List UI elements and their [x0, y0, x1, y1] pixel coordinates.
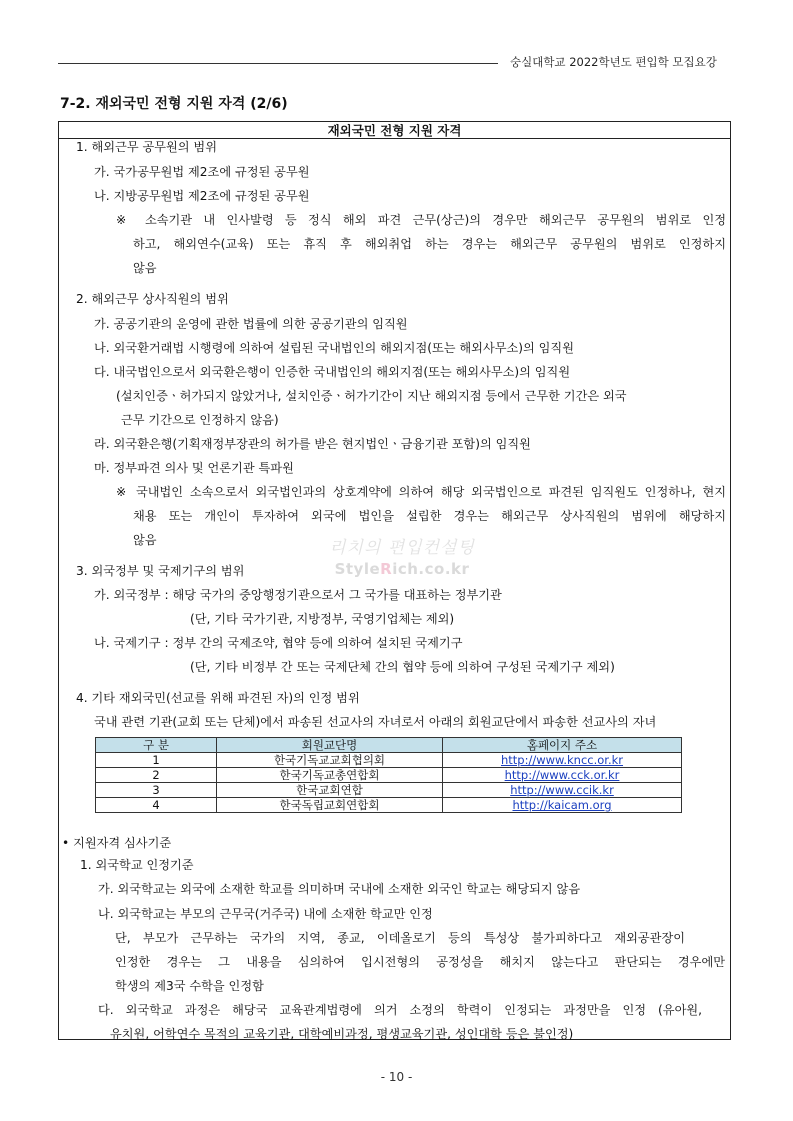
note-officials-2: 하고, 해외연수(교육) 또는 휴직 후 해외취업 하는 경우는 해외근무 공무원의 범위로 인정하지	[133, 237, 726, 251]
row-number: 1	[96, 753, 217, 768]
header-rule	[58, 63, 498, 64]
item-school-course-2: 유치원, 어학연수 목적의 교육기관, 대학예비과정, 평생교육기관, 성인대학 등은 불인정)	[110, 1027, 574, 1041]
table-header-row	[96, 738, 682, 753]
page-number: - 10 -	[380, 1070, 413, 1084]
watermark-brand-a: Style	[334, 560, 381, 578]
item-international-org: 나. 국제기구 : 정부 간의 국제조약, 협약 등에 의하여 설치된 국제기구	[94, 636, 463, 650]
row-homepage-link[interactable]: http://www.cck.or.kr	[443, 768, 682, 783]
col-header-denomination: 회원교단명	[217, 738, 443, 753]
note-officials-1: ※ 소속기관 내 인사발령 등 정식 해외 파견 근무(상근)의 경우만 해외근무 공무원의 범위로 인정	[116, 213, 726, 227]
row-number: 2	[96, 768, 217, 783]
row-denomination: 한국기독교총연합회	[217, 768, 443, 783]
item-domestic-corporation: 다. 내국법인으로서 외국환은행이 인증한 국내법인의 해외지점(또는 해외사무소)의 임직원	[94, 365, 571, 379]
item-doctors-correspondents: 마. 정부파견 의사 및 언론기관 특파원	[94, 461, 294, 475]
note-employees-1: ※ 국내법인 소속으로서 외국법인과의 상호계약에 의하여 해당 외국법인으로 파견된 임직원도 인정하나, 현지	[116, 485, 726, 499]
row-homepage-link[interactable]: http://www.ccik.kr	[443, 783, 682, 798]
heading-screening-criteria: • 지원자격 심사기준	[62, 836, 172, 850]
row-number: 4	[96, 798, 217, 813]
col-header-homepage: 홈페이지 주소	[443, 738, 682, 753]
item-missionary-children: 국내 관련 기관(교회 또는 단체)에서 파송된 선교사의 자녀로서 아래의 회원교단에서 파송한 선교사의 자녀	[94, 715, 657, 729]
item-foreign-exchange-bank: 라. 외국환은행(기획재정부장관의 허가를 받은 현지법인ㆍ금융기관 포함)의 임직원	[94, 437, 531, 451]
qualification-box	[58, 121, 731, 1040]
item-parent-country-school: 나. 외국학교는 부모의 근무국(거주국) 내에 소재한 학교만 인정	[98, 907, 433, 921]
heading-foreign-school: 1. 외국학교 인정기준	[80, 858, 194, 872]
heading-missionaries: 4. 기타 재외국민(선교를 위해 파견된 자)의 인정 범위	[76, 691, 360, 705]
note-branch-2: 근무 기간으로 인정하지 않음)	[121, 413, 279, 427]
heading-company-employees: 2. 해외근무 상사직원의 범위	[76, 292, 229, 306]
note-third-country-2: 인정한 경우는 그 내용을 심의하여 입시전형의 공정성을 해치지 않는다고 판단되는 경우에만	[115, 955, 725, 969]
row-homepage-link[interactable]: http://www.kncc.or.kr	[443, 753, 682, 768]
document-header: 숭실대학교 2022학년도 편입학 모집요강	[510, 55, 717, 69]
heading-foreign-government: 3. 외국정부 및 국제기구의 범위	[76, 564, 245, 578]
box-title: 재외국민 전형 지원 자격	[59, 122, 730, 139]
row-denomination: 한국교회연합	[217, 783, 443, 798]
row-denomination: 한국기독교교회협의회	[217, 753, 443, 768]
item-school-course-1: 다. 외국학교 과정은 해당국 교육관계법령에 의거 소정의 학력이 인정되는 과정만을 인정 (유아원,	[98, 1003, 702, 1017]
note-foreign-government: (단, 기타 국가기관, 지방정부, 국영기업체는 제외)	[190, 612, 455, 626]
note-branch-1: (설치인증ㆍ허가되지 않았거나, 설치인증ㆍ허가기간이 지난 해외지점 등에서 근무한 기간은 외국	[116, 389, 627, 403]
row-number: 3	[96, 783, 217, 798]
denomination-table	[95, 737, 682, 813]
section-title: 7-2. 재외국민 전형 지원 자격 (2/6)	[60, 96, 288, 112]
table-row	[96, 783, 682, 798]
table-row	[96, 753, 682, 768]
col-header-number: 구 분	[96, 738, 217, 753]
item-foreign-exchange-act: 나. 외국환거래법 시행령에 의하여 설립된 국내법인의 해외지점(또는 해외사무소)의 임직원	[94, 341, 574, 355]
item-public-institutions: 가. 공공기관의 운영에 관한 법률에 의한 공공기관의 임직원	[94, 317, 408, 331]
row-denomination: 한국독립교회연합회	[217, 798, 443, 813]
heading-public-officials: 1. 해외근무 공무원의 범위	[76, 140, 217, 154]
item-foreign-government: 가. 외국정부 : 해당 국가의 중앙행정기관으로서 그 국가를 대표하는 정부기관	[94, 588, 502, 602]
note-officials-3: 않음	[133, 261, 157, 275]
item-local-officials: 나. 지방공무원법 제2조에 규정된 공무원	[94, 189, 310, 203]
table-row	[96, 798, 682, 813]
note-international-org: (단, 기타 비정부 간 또는 국제단체 간의 협약 등에 의하여 구성된 국제기구 제외)	[190, 660, 615, 674]
watermark-brand-c: ich.co.kr	[392, 560, 470, 578]
table-row	[96, 768, 682, 783]
note-third-country-1: 단, 부모가 근무하는 국가의 지역, 종교, 이데올로기 등의 특성상 불가피하다고 재외공관장이	[115, 931, 685, 945]
watermark-line1: 리치의 편입컨설팅	[329, 538, 475, 558]
item-national-officials: 가. 국가공무원법 제2조에 규정된 공무원	[94, 165, 310, 179]
watermark-brand-b: R	[380, 560, 393, 578]
row-homepage-link[interactable]: http://kaicam.org	[443, 798, 682, 813]
note-employees-2: 채용 또는 개인이 투자하여 외국에 법인을 설립한 경우는 해외근무 상사직원의 범위에 해당하지	[133, 509, 726, 523]
note-third-country-3: 학생의 제3국 수학을 인정함	[115, 979, 264, 993]
item-foreign-school-definition: 가. 외국학교는 외국에 소재한 학교를 의미하며 국내에 소재한 외국인 학교는 해당되지 않음	[98, 882, 581, 896]
note-employees-3: 않음	[133, 533, 157, 547]
